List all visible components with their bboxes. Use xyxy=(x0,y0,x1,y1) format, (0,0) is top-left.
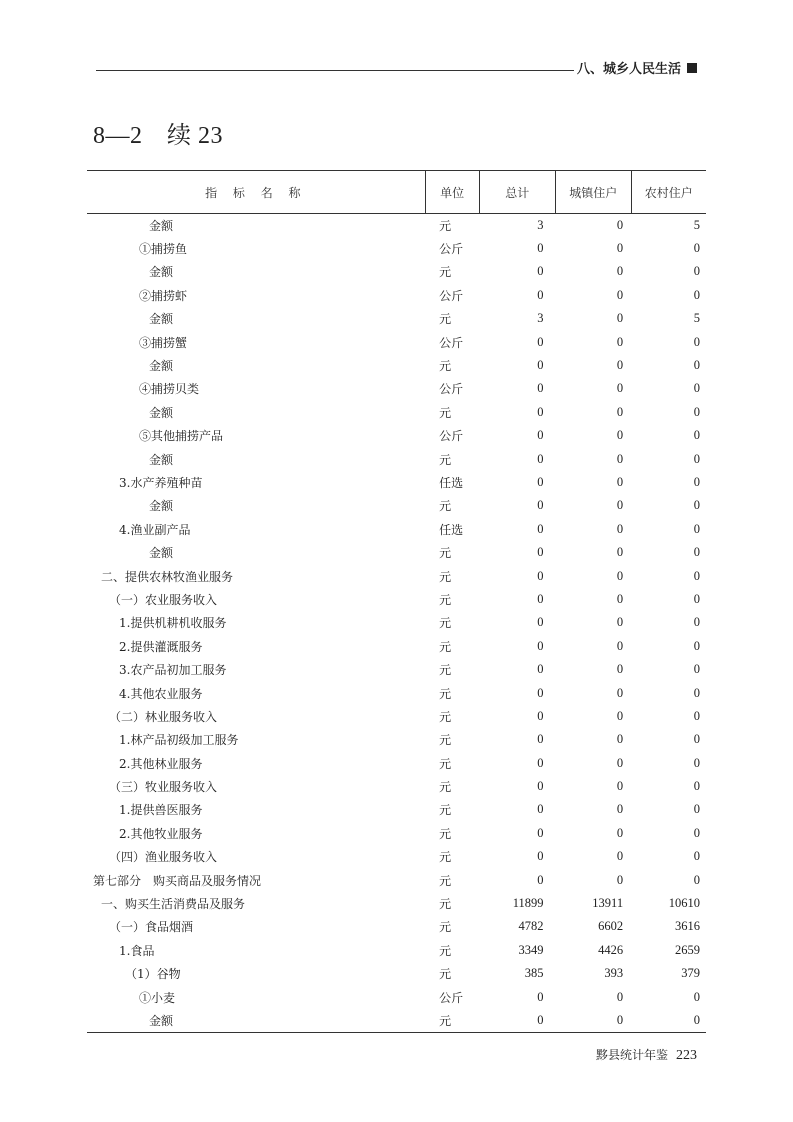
row-name-cell: 第七部分 购买商品及服务情况 xyxy=(93,873,262,888)
row-name-cell: 金额 xyxy=(149,359,174,374)
row-total-cell: 0 xyxy=(537,428,544,443)
row-unit-cell: 元 xyxy=(439,803,452,818)
table-row xyxy=(87,658,706,681)
running-head xyxy=(577,58,697,77)
table-title: 8—2 续 23 xyxy=(93,123,223,149)
row-rural-cell: 0 xyxy=(693,404,700,419)
row-total-cell: 0 xyxy=(537,615,544,630)
row-name-cell: ②捕捞虾 xyxy=(139,288,188,303)
row-unit-cell: 元 xyxy=(439,780,452,795)
row-rural-cell: 0 xyxy=(693,358,700,373)
row-name-cell: 3.水产养殖种苗 xyxy=(119,475,203,490)
row-unit-cell: 公斤 xyxy=(439,242,464,257)
row-total-cell: 0 xyxy=(537,358,544,373)
row-urban-cell: 0 xyxy=(616,849,624,864)
table-row xyxy=(87,447,706,470)
row-rural-cell: 0 xyxy=(693,241,700,256)
row-rural-cell: 0 xyxy=(693,474,700,489)
row-unit-cell: 元 xyxy=(439,826,452,841)
row-total-cell: 0 xyxy=(537,802,544,817)
table-row xyxy=(87,424,706,447)
table-row xyxy=(87,471,706,494)
column-header-rural: 农村住户 xyxy=(631,171,706,214)
row-urban-cell: 0 xyxy=(616,311,624,326)
table-row xyxy=(87,237,706,260)
row-rural-cell: 0 xyxy=(693,802,700,817)
row-total-cell: 0 xyxy=(537,404,544,419)
row-unit-cell: 元 xyxy=(439,850,452,865)
row-total-cell: 385 xyxy=(524,966,544,981)
row-urban-cell: 0 xyxy=(616,662,624,677)
row-total-cell: 4782 xyxy=(518,919,544,934)
row-total-cell: 0 xyxy=(537,685,544,700)
column-header-urban: 城镇住户 xyxy=(555,171,631,214)
page-footer xyxy=(596,1046,697,1064)
row-total-cell: 0 xyxy=(537,708,544,723)
table-row xyxy=(87,775,706,798)
row-urban-cell: 0 xyxy=(616,334,624,349)
row-urban-cell: 0 xyxy=(616,498,624,513)
row-total-cell: 0 xyxy=(537,732,544,747)
row-rural-cell: 0 xyxy=(693,825,700,840)
table-row xyxy=(87,494,706,517)
row-urban-cell: 0 xyxy=(616,358,624,373)
row-name-cell: 1.提供兽医服务 xyxy=(119,803,203,818)
row-urban-cell: 0 xyxy=(616,779,624,794)
row-unit-cell: 元 xyxy=(439,920,452,935)
row-name-cell: 2.提供灌溉服务 xyxy=(119,639,203,654)
table-body xyxy=(87,214,706,1033)
row-unit-cell: 元 xyxy=(439,943,452,958)
row-urban-cell: 0 xyxy=(616,638,624,653)
row-unit-cell: 公斤 xyxy=(439,990,464,1005)
row-name-cell: （一）食品烟酒 xyxy=(109,920,194,935)
row-urban-cell: 0 xyxy=(616,287,624,302)
row-unit-cell: 元 xyxy=(439,663,452,678)
row-rural-cell: 0 xyxy=(693,755,700,770)
row-total-cell: 0 xyxy=(537,591,544,606)
row-unit-cell: 元 xyxy=(439,897,452,912)
table-row xyxy=(87,518,706,541)
row-unit-cell: 元 xyxy=(439,405,452,420)
table-row xyxy=(87,915,706,938)
row-total-cell: 0 xyxy=(537,498,544,513)
row-rural-cell: 0 xyxy=(693,451,700,466)
row-total-cell: 0 xyxy=(537,755,544,770)
row-name-cell: 二、提供农林牧渔业服务 xyxy=(101,569,234,584)
row-unit-cell: 任选 xyxy=(439,522,464,537)
row-name-cell: 一、购买生活消费品及服务 xyxy=(101,897,246,912)
row-total-cell: 0 xyxy=(537,474,544,489)
row-name-cell: 金额 xyxy=(149,452,174,467)
table-row xyxy=(87,845,706,868)
row-name-cell: 1.食品 xyxy=(119,943,155,958)
row-name-cell: （一）农业服务收入 xyxy=(109,592,218,607)
row-rural-cell: 0 xyxy=(693,685,700,700)
table-row xyxy=(87,564,706,587)
table-row xyxy=(87,962,706,985)
row-unit-cell: 元 xyxy=(439,686,452,701)
table-row xyxy=(87,751,706,774)
row-name-cell: 金额 xyxy=(149,218,174,233)
row-unit-cell: 元 xyxy=(439,312,452,327)
row-unit-cell: 元 xyxy=(439,639,452,654)
row-unit-cell: 元 xyxy=(439,499,452,514)
row-rural-cell: 0 xyxy=(693,334,700,349)
row-urban-cell: 393 xyxy=(604,966,624,981)
row-rural-cell: 0 xyxy=(693,545,700,560)
row-urban-cell: 0 xyxy=(616,545,624,560)
row-urban-cell: 0 xyxy=(616,591,624,606)
row-name-cell: 金额 xyxy=(149,312,174,327)
row-unit-cell: 元 xyxy=(439,569,452,584)
row-urban-cell: 0 xyxy=(616,732,624,747)
column-header-total: 总计 xyxy=(479,171,555,214)
row-rural-cell: 0 xyxy=(693,287,700,302)
statistics-table xyxy=(87,170,706,1033)
table-row xyxy=(87,377,706,400)
row-unit-cell: 元 xyxy=(439,616,452,631)
row-name-cell: 1.林产品初级加工服务 xyxy=(119,733,239,748)
row-name-cell: ①小麦 xyxy=(139,990,176,1005)
table-row xyxy=(87,635,706,658)
row-total-cell: 0 xyxy=(537,989,544,1004)
row-unit-cell: 元 xyxy=(439,709,452,724)
row-unit-cell: 元 xyxy=(425,1009,479,1032)
row-rural-cell: 0 xyxy=(693,591,700,606)
row-name-cell: （1）谷物 xyxy=(125,967,181,982)
table-row xyxy=(87,728,706,751)
row-unit-cell: 任选 xyxy=(439,475,464,490)
row-urban-cell: 0 xyxy=(616,708,624,723)
row-rural-cell: 0 xyxy=(693,381,700,396)
row-name-cell: 金额 xyxy=(149,405,174,420)
row-name-cell: 2.其他林业服务 xyxy=(119,756,203,771)
table-row xyxy=(87,939,706,962)
row-rural-cell: 5 xyxy=(693,311,700,326)
table-row xyxy=(87,822,706,845)
row-rural-cell: 0 xyxy=(693,732,700,747)
row-name-cell: （三）牧业服务收入 xyxy=(109,780,218,795)
header-rule xyxy=(96,70,574,71)
row-name-cell: （四）渔业服务收入 xyxy=(109,850,218,865)
row-urban-cell: 0 xyxy=(616,568,624,583)
row-urban-cell: 0 xyxy=(616,872,624,887)
row-rural-cell: 0 xyxy=(693,428,700,443)
table-row xyxy=(87,330,706,353)
row-urban-cell: 0 xyxy=(616,474,624,489)
row-rural-cell: 0 xyxy=(693,779,700,794)
row-total-cell: 0 xyxy=(537,521,544,536)
row-total-cell: 0 xyxy=(537,451,544,466)
row-urban-cell: 0 xyxy=(616,404,624,419)
row-rural-cell: 0 xyxy=(693,872,700,887)
row-name-cell: ③捕捞蟹 xyxy=(139,335,188,350)
table-row xyxy=(87,681,706,704)
table-row xyxy=(87,354,706,377)
row-urban-cell: 0 xyxy=(616,825,624,840)
row-rural-cell: 0 xyxy=(693,264,700,279)
row-urban-cell: 0 xyxy=(616,241,624,256)
row-total-cell: 0 xyxy=(537,872,544,887)
row-rural-cell: 3616 xyxy=(675,919,700,934)
row-unit-cell: 元 xyxy=(439,359,452,374)
column-header-name: 指 标 名 称 xyxy=(87,171,425,214)
row-rural-cell: 0 xyxy=(693,521,700,536)
row-unit-cell: 元 xyxy=(439,592,452,607)
row-rural-cell: 5 xyxy=(693,217,700,232)
row-urban-cell: 0 xyxy=(616,521,624,536)
table-row xyxy=(87,541,706,564)
table-row xyxy=(87,611,706,634)
table-row xyxy=(87,1009,706,1032)
row-name-cell: 金额 xyxy=(149,265,174,280)
table-row xyxy=(87,284,706,307)
row-name-cell: 金额 xyxy=(149,499,174,514)
row-rural-cell: 0 xyxy=(693,615,700,630)
row-total-cell: 0 xyxy=(537,825,544,840)
table-row xyxy=(87,214,706,237)
row-urban-cell: 0 xyxy=(616,381,624,396)
row-unit-cell: 元 xyxy=(439,873,452,888)
row-unit-cell: 公斤 xyxy=(439,288,464,303)
row-urban-cell: 0 xyxy=(616,755,624,770)
row-urban-cell: 0 xyxy=(616,685,624,700)
row-urban-cell: 0 xyxy=(616,264,624,279)
row-urban-cell: 0 xyxy=(555,1009,631,1032)
row-name-cell: （二）林业服务收入 xyxy=(109,709,218,724)
square-icon xyxy=(687,63,697,73)
row-total-cell: 0 xyxy=(537,287,544,302)
book-title: 黟县统计年鉴 xyxy=(595,1048,668,1062)
table-row xyxy=(87,868,706,891)
row-name-cell: 金额 xyxy=(149,546,174,561)
row-name-cell: ⑤其他捕捞产品 xyxy=(139,429,224,444)
row-total-cell: 0 xyxy=(537,779,544,794)
row-unit-cell: 公斤 xyxy=(439,335,464,350)
row-unit-cell: 元 xyxy=(439,967,452,982)
row-total-cell: 0 xyxy=(537,334,544,349)
table-row xyxy=(87,798,706,821)
row-rural-cell: 0 xyxy=(631,1009,706,1032)
table-row xyxy=(87,588,706,611)
row-total-cell: 0 xyxy=(537,568,544,583)
row-unit-cell: 元 xyxy=(439,733,452,748)
row-urban-cell: 0 xyxy=(616,989,624,1004)
table-row xyxy=(87,401,706,424)
row-urban-cell: 4426 xyxy=(598,942,624,957)
row-unit-cell: 元 xyxy=(439,756,452,771)
table-row xyxy=(87,260,706,283)
row-total-cell: 0 xyxy=(537,849,544,864)
row-unit-cell: 公斤 xyxy=(439,429,464,444)
page-number: 223 xyxy=(676,1048,697,1063)
row-unit-cell: 公斤 xyxy=(439,382,464,397)
row-name-cell: 1.提供机耕机收服务 xyxy=(119,616,227,631)
row-total-cell: 0 xyxy=(537,241,544,256)
row-unit-cell: 元 xyxy=(439,218,452,233)
row-total-cell: 0 xyxy=(537,381,544,396)
row-urban-cell: 0 xyxy=(616,451,624,466)
section-title: 八、城乡人民生活 xyxy=(576,62,681,77)
row-total-cell: 0 xyxy=(479,1009,555,1032)
row-rural-cell: 0 xyxy=(693,662,700,677)
row-urban-cell: 0 xyxy=(616,802,624,817)
row-rural-cell: 379 xyxy=(681,966,700,981)
row-name-cell: 4.其他农业服务 xyxy=(119,686,203,701)
row-total-cell: 3 xyxy=(537,217,544,232)
row-total-cell: 0 xyxy=(537,545,544,560)
column-header-unit: 单位 xyxy=(425,171,479,214)
row-urban-cell: 6602 xyxy=(598,919,624,934)
row-rural-cell: 0 xyxy=(693,849,700,864)
row-urban-cell: 0 xyxy=(616,217,624,232)
table-row xyxy=(87,705,706,728)
row-urban-cell: 13911 xyxy=(592,896,624,911)
row-total-cell: 0 xyxy=(537,264,544,279)
row-rural-cell: 0 xyxy=(693,638,700,653)
row-name-cell: 2.其他牧业服务 xyxy=(119,826,203,841)
row-unit-cell: 元 xyxy=(439,452,452,467)
row-rural-cell: 10610 xyxy=(668,896,700,911)
row-name-cell: 金额 xyxy=(87,1009,425,1032)
row-rural-cell: 0 xyxy=(693,568,700,583)
table-row xyxy=(87,307,706,330)
row-name-cell: 3.农产品初加工服务 xyxy=(119,663,227,678)
row-total-cell: 0 xyxy=(537,638,544,653)
row-urban-cell: 0 xyxy=(616,428,624,443)
row-rural-cell: 0 xyxy=(693,498,700,513)
row-unit-cell: 元 xyxy=(439,265,452,280)
row-rural-cell: 0 xyxy=(693,989,700,1004)
row-total-cell: 3349 xyxy=(518,942,544,957)
row-name-cell: ①捕捞鱼 xyxy=(139,242,188,257)
row-total-cell: 3 xyxy=(537,311,544,326)
row-urban-cell: 0 xyxy=(616,615,624,630)
row-rural-cell: 0 xyxy=(693,708,700,723)
row-name-cell: 4.渔业副产品 xyxy=(119,522,191,537)
row-total-cell: 11899 xyxy=(512,896,544,911)
table-row xyxy=(87,892,706,915)
row-unit-cell: 元 xyxy=(439,546,452,561)
table-header-row xyxy=(87,171,706,214)
row-total-cell: 0 xyxy=(537,662,544,677)
row-name-cell: ④捕捞贝类 xyxy=(139,382,200,397)
row-rural-cell: 2659 xyxy=(675,942,700,957)
table-row xyxy=(87,985,706,1008)
